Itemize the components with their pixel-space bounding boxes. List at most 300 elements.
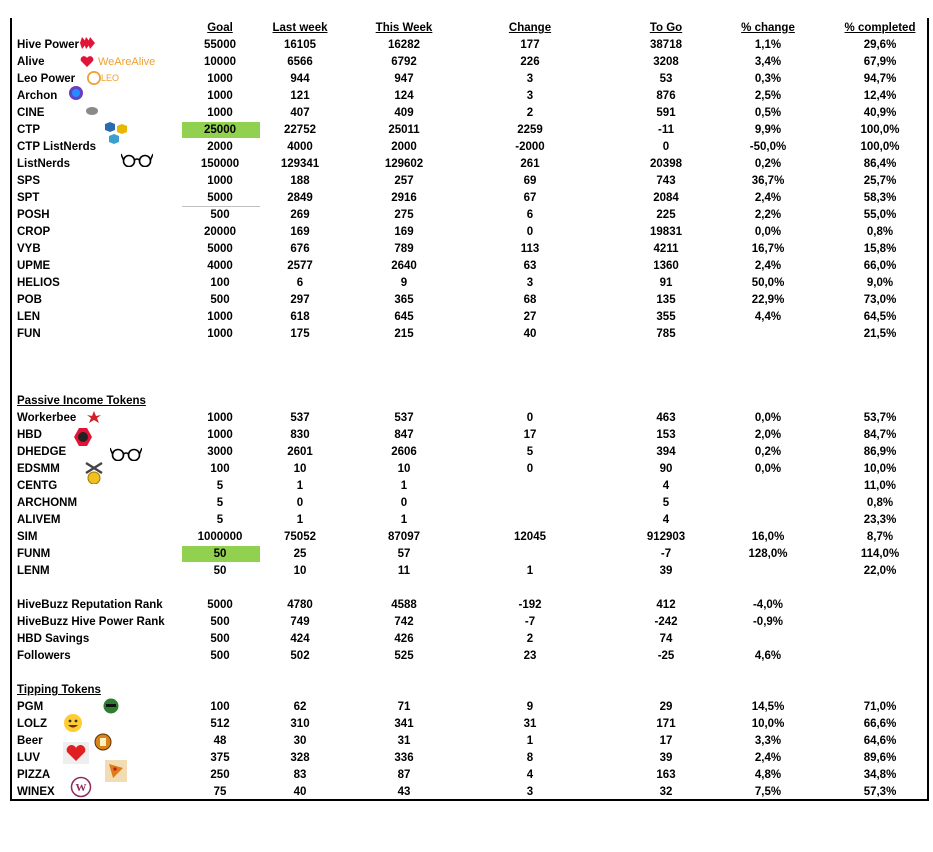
cell-last-week: 618 [290, 311, 310, 323]
cell-percent-completed: 73,0% [863, 294, 897, 306]
cell-change: 177 [520, 39, 540, 51]
cell-this-week: 11 [397, 565, 411, 577]
row-label: Hive Power [17, 39, 79, 51]
cell-this-week: 947 [394, 73, 414, 85]
cell-to-go: 876 [656, 90, 676, 102]
column-header-this-week: This Week [375, 22, 433, 34]
column-header-last-week: Last week [272, 22, 328, 34]
cell-last-week: 4000 [287, 141, 313, 153]
cell-percent-change: 14,5% [751, 701, 785, 713]
cell-percent-change: 10,0% [751, 718, 785, 730]
cell-last-week: 6 [296, 277, 304, 289]
row-label: EDSMM [17, 463, 60, 475]
cell-percent-completed: 71,0% [863, 701, 897, 713]
wearealive-logo [80, 55, 160, 69]
cell-to-go: 20398 [650, 158, 682, 170]
cell-goal: 500 [210, 650, 230, 662]
row-label: CENTG [17, 480, 58, 492]
row-label: FUN [17, 328, 41, 340]
cell-to-go: 91 [659, 277, 673, 289]
cell-change: 6 [526, 209, 534, 221]
row-label: UPME [17, 260, 51, 272]
cell-to-go: 2084 [653, 192, 679, 204]
row-label: ARCHONM [17, 497, 78, 509]
cell-to-go: 17 [659, 735, 673, 747]
row-label: Archon [17, 90, 58, 102]
cell-to-go: 29 [659, 701, 673, 713]
cell-percent-completed: 86,4% [863, 158, 897, 170]
cell-last-week: 2601 [287, 446, 313, 458]
cell-to-go: -11 [658, 124, 674, 136]
cell-percent-change: 2,4% [754, 260, 782, 272]
cell-percent-change: 16,7% [751, 243, 785, 255]
cell-goal: 500 [210, 294, 230, 306]
cell-to-go: 163 [656, 769, 676, 781]
cell-last-week: 10 [293, 463, 307, 475]
glasses-icon [121, 151, 153, 167]
cell-this-week: 57 [397, 548, 411, 560]
wearealive-logo-text: WeAreAlive [98, 56, 156, 68]
cell-border [182, 206, 260, 207]
cell-goal: 1000000 [197, 531, 243, 543]
row-label: PGM [17, 701, 44, 713]
cell-this-week: 2640 [391, 260, 417, 272]
cell-change: 27 [523, 311, 537, 323]
cell-to-go: 355 [656, 311, 676, 323]
cell-percent-change: 36,7% [751, 175, 785, 187]
luv-icon [63, 742, 89, 764]
cell-this-week: 365 [394, 294, 414, 306]
cell-change: 40 [523, 328, 537, 340]
cell-to-go: 74 [659, 633, 673, 645]
cell-change: 2 [526, 107, 534, 119]
cell-to-go: 0 [662, 141, 670, 153]
cell-to-go: 463 [656, 412, 676, 424]
row-label: LUV [17, 752, 40, 764]
cell-percent-change: 2,5% [754, 90, 782, 102]
cell-last-week: 83 [293, 769, 307, 781]
row-label: ListNerds [17, 158, 71, 170]
cell-percent-change: 7,5% [754, 786, 782, 798]
cell-percent-completed: 57,3% [863, 786, 897, 798]
cell-last-week: 169 [290, 226, 310, 238]
cell-percent-change: -50,0% [749, 141, 787, 153]
cell-percent-completed: 23,3% [863, 514, 897, 526]
cell-percent-change: 0,0% [754, 226, 782, 238]
cell-this-week: 257 [394, 175, 414, 187]
cell-percent-change: 4,8% [754, 769, 782, 781]
cell-change: -2000 [515, 141, 545, 153]
cell-goal: 20000 [204, 226, 236, 238]
cell-this-week: 2916 [391, 192, 417, 204]
row-label: CROP [17, 226, 51, 238]
cell-this-week: 789 [394, 243, 414, 255]
cell-percent-completed: 40,9% [863, 107, 897, 119]
cell-percent-change: 4,6% [754, 650, 782, 662]
cell-to-go: 4 [662, 514, 670, 526]
cell-percent-change: 2,4% [754, 752, 782, 764]
ctp-cluster-icon [104, 121, 130, 147]
cell-last-week: 537 [290, 412, 310, 424]
cell-last-week: 40 [293, 786, 307, 798]
cell-goal: 1000 [207, 429, 233, 441]
cell-percent-completed: 15,8% [863, 243, 897, 255]
winex-icon [70, 776, 92, 798]
hive-logo-icon [80, 36, 96, 50]
cell-percent-completed: 34,8% [863, 769, 897, 781]
leo-logo-text: LEO [100, 73, 119, 83]
cell-goal: 500 [210, 633, 230, 645]
cine-icon [86, 106, 98, 116]
cell-to-go: 19831 [650, 226, 682, 238]
cell-percent-completed: 114,0% [860, 548, 900, 560]
cell-last-week: 188 [290, 175, 310, 187]
cell-percent-change: 0,0% [754, 463, 782, 475]
cell-percent-completed: 64,6% [863, 735, 897, 747]
cell-change: 8 [526, 752, 534, 764]
cell-change: 23 [523, 650, 537, 662]
cell-last-week: 6566 [287, 56, 313, 68]
cell-this-week: 124 [394, 90, 414, 102]
cell-change: 69 [523, 175, 537, 187]
row-label: SPT [17, 192, 40, 204]
lolz-icon [63, 713, 83, 733]
cell-percent-completed: 9,0% [866, 277, 894, 289]
cell-goal: 100 [210, 701, 230, 713]
archon-icon [68, 85, 84, 101]
cell-goal: 50 [213, 548, 227, 560]
cell-change: 0 [526, 412, 534, 424]
cell-last-week: 2849 [287, 192, 313, 204]
cell-percent-completed: 12,4% [863, 90, 897, 102]
cell-change: 113 [520, 243, 540, 255]
cell-percent-change: 0,2% [754, 158, 782, 170]
cell-last-week: 2577 [287, 260, 313, 272]
cell-percent-change: 4,4% [754, 311, 782, 323]
cell-change: 68 [523, 294, 537, 306]
cell-percent-change: 50,0% [751, 277, 785, 289]
cell-percent-completed: 53,7% [863, 412, 897, 424]
cell-last-week: 75052 [284, 531, 316, 543]
cell-this-week: 1 [400, 514, 408, 526]
cell-to-go: 591 [656, 107, 676, 119]
cell-percent-completed: 10,0% [863, 463, 897, 475]
cell-last-week: 297 [290, 294, 310, 306]
cell-this-week: 9 [400, 277, 408, 289]
cell-this-week: 847 [394, 429, 414, 441]
cell-percent-change: 128,0% [748, 548, 788, 560]
cell-this-week: 129602 [384, 158, 424, 170]
cell-this-week: 25011 [388, 124, 420, 136]
cell-change: 3 [526, 277, 534, 289]
row-label: CTP ListNerds [17, 141, 97, 153]
cell-goal: 4000 [207, 260, 233, 272]
beer-icon [94, 733, 112, 751]
row-label: PIZZA [17, 769, 51, 781]
cell-to-go: 912903 [646, 531, 686, 543]
row-label: HiveBuzz Hive Power Rank [17, 616, 165, 628]
cell-to-go: 5 [662, 497, 670, 509]
cell-last-week: 407 [290, 107, 310, 119]
cell-change: 2259 [517, 124, 543, 136]
cell-last-week: 16105 [284, 39, 316, 51]
cell-to-go: 38718 [650, 39, 682, 51]
pizza-icon [105, 760, 127, 782]
cell-to-go: 39 [659, 752, 673, 764]
row-label: Alive [17, 56, 45, 68]
cell-goal: 5000 [207, 192, 233, 204]
cell-goal: 1000 [207, 311, 233, 323]
pgm-icon [102, 698, 120, 714]
cell-to-go: 39 [659, 565, 673, 577]
cell-this-week: 1 [400, 480, 408, 492]
cell-to-go: 743 [656, 175, 676, 187]
cell-goal: 500 [210, 616, 230, 628]
cell-this-week: 31 [397, 735, 411, 747]
cell-percent-completed: 64,5% [863, 311, 897, 323]
cell-to-go: 90 [659, 463, 673, 475]
row-label: HiveBuzz Reputation Rank [17, 599, 163, 611]
cell-last-week: 22752 [284, 124, 316, 136]
cell-last-week: 1 [296, 514, 304, 526]
cell-percent-change: -4,0% [752, 599, 784, 611]
cell-change: 9 [526, 701, 534, 713]
row-label: Leo Power [17, 73, 76, 85]
row-label: VYB [17, 243, 41, 255]
cell-change: 2 [526, 633, 534, 645]
cell-goal: 50 [213, 565, 227, 577]
cell-goal: 75 [213, 786, 227, 798]
cell-this-week: 87097 [388, 531, 420, 543]
cell-this-week: 525 [394, 650, 414, 662]
cell-percent-change: 22,9% [751, 294, 785, 306]
spreadsheet [10, 18, 929, 801]
cell-change: 3 [526, 786, 534, 798]
row-label: POSH [17, 209, 50, 221]
cell-percent-completed: 22,0% [863, 565, 897, 577]
cell-this-week: 6792 [391, 56, 417, 68]
cell-percent-change: 2,2% [754, 209, 782, 221]
cell-last-week: 676 [290, 243, 310, 255]
cell-goal: 1000 [207, 73, 233, 85]
cell-goal: 5 [216, 497, 224, 509]
cell-change: 1 [526, 565, 534, 577]
cell-goal: 55000 [204, 39, 236, 51]
cell-to-go: -7 [660, 548, 672, 560]
row-label: HBD Savings [17, 633, 90, 645]
cell-percent-completed: 0,8% [866, 497, 894, 509]
row-label: HBD [17, 429, 42, 441]
cell-last-week: 310 [290, 718, 310, 730]
cell-percent-completed: 89,6% [863, 752, 897, 764]
cell-to-go: -242 [654, 616, 678, 628]
workerbee-icon [86, 410, 102, 424]
cell-percent-completed: 11,0% [864, 480, 896, 492]
cell-change: 3 [526, 73, 534, 85]
cell-percent-change: 0,0% [754, 412, 782, 424]
row-label: POB [17, 294, 42, 306]
cell-percent-completed: 25,7% [863, 175, 897, 187]
cell-percent-change: 2,0% [754, 429, 782, 441]
cell-last-week: 62 [293, 701, 307, 713]
cell-last-week: 749 [290, 616, 310, 628]
cell-goal: 2000 [207, 141, 233, 153]
cell-goal: 1000 [207, 328, 233, 340]
cell-change: 261 [520, 158, 540, 170]
cell-percent-completed: 66,6% [863, 718, 897, 730]
cell-goal: 5 [216, 480, 224, 492]
row-label: LENM [17, 565, 50, 577]
cell-percent-change: 0,3% [754, 73, 782, 85]
column-header-to-go: To Go [649, 22, 683, 34]
row-label: SPS [17, 175, 41, 187]
cell-last-week: 10 [293, 565, 307, 577]
cell-last-week: 0 [296, 497, 304, 509]
cell-this-week: 2000 [391, 141, 417, 153]
cell-to-go: 3208 [653, 56, 679, 68]
cell-percent-completed: 21,5% [863, 328, 897, 340]
row-label: LOLZ [17, 718, 48, 730]
row-label: WINEX [17, 786, 55, 798]
cell-last-week: 1 [296, 480, 304, 492]
cell-change: 3 [526, 90, 534, 102]
cell-percent-change: 2,4% [754, 192, 782, 204]
cell-goal: 1000 [207, 107, 233, 119]
row-label: CINE [17, 107, 45, 119]
cell-change: 0 [526, 463, 534, 475]
cell-percent-change: 1,1% [754, 39, 782, 51]
cell-last-week: 175 [290, 328, 310, 340]
cell-percent-completed: 86,9% [863, 446, 897, 458]
cell-to-go: 53 [659, 73, 673, 85]
cell-to-go: 785 [656, 328, 676, 340]
row-label: ALIVEM [17, 514, 61, 526]
cell-this-week: 409 [394, 107, 414, 119]
cell-goal: 5000 [207, 599, 233, 611]
cell-to-go: -25 [657, 650, 675, 662]
cell-last-week: 30 [293, 735, 307, 747]
cell-this-week: 71 [397, 701, 411, 713]
cell-this-week: 275 [394, 209, 414, 221]
cell-change: 0 [526, 226, 534, 238]
cell-percent-change: 0,2% [754, 446, 782, 458]
cell-goal: 100 [210, 277, 230, 289]
cell-percent-change: -0,9% [752, 616, 784, 628]
cell-change: 63 [523, 260, 537, 272]
section-title: Tipping Tokens [17, 684, 101, 696]
column-header-change: Change [508, 22, 552, 34]
cell-change: 4 [526, 769, 534, 781]
leo-logo [87, 70, 119, 86]
cell-this-week: 4588 [391, 599, 417, 611]
cell-percent-completed: 0,8% [866, 226, 894, 238]
cell-percent-change: 3,3% [754, 735, 782, 747]
cell-to-go: 412 [656, 599, 676, 611]
cell-goal: 5000 [207, 243, 233, 255]
row-label: LEN [17, 311, 40, 323]
hbd-icon [73, 427, 93, 447]
cell-goal: 3000 [207, 446, 233, 458]
dhedge-glasses-icon [110, 445, 142, 461]
cell-change: 5 [526, 446, 534, 458]
cell-to-go: 394 [656, 446, 676, 458]
cell-percent-completed: 58,3% [863, 192, 897, 204]
cell-goal: 100 [210, 463, 230, 475]
cell-goal: 250 [210, 769, 230, 781]
row-label: SIM [17, 531, 38, 543]
row-label: CTP [17, 124, 40, 136]
row-label: Followers [17, 650, 71, 662]
edsmm-icon [84, 460, 104, 484]
cell-change: -7 [524, 616, 536, 628]
cell-change: 17 [523, 429, 537, 441]
cell-percent-completed: 8,7% [866, 531, 894, 543]
cell-change: -192 [518, 599, 542, 611]
cell-goal: 1000 [207, 90, 233, 102]
row-label: FUNM [17, 548, 51, 560]
cell-to-go: 1360 [653, 260, 679, 272]
cell-last-week: 25 [293, 548, 307, 560]
cell-this-week: 537 [394, 412, 414, 424]
svg-text:W: W [75, 782, 87, 794]
cell-this-week: 87 [397, 769, 411, 781]
cell-change: 67 [523, 192, 537, 204]
cell-this-week: 215 [394, 328, 414, 340]
cell-change: 1 [526, 735, 534, 747]
cell-this-week: 426 [394, 633, 414, 645]
row-label: Workerbee [17, 412, 77, 424]
row-label: HELIOS [17, 277, 60, 289]
cell-goal: 48 [213, 735, 227, 747]
cell-goal: 25000 [204, 124, 236, 136]
cell-percent-completed: 67,9% [863, 56, 897, 68]
cell-goal: 375 [210, 752, 230, 764]
cell-percent-completed: 94,7% [863, 73, 897, 85]
cell-this-week: 10 [397, 463, 411, 475]
cell-last-week: 424 [290, 633, 310, 645]
cell-goal: 1000 [207, 412, 233, 424]
cell-percent-completed: 100,0% [860, 124, 900, 136]
row-label: DHEDGE [17, 446, 67, 458]
cell-to-go: 32 [659, 786, 673, 798]
cell-this-week: 645 [394, 311, 414, 323]
cell-percent-change: 0,5% [754, 107, 782, 119]
cell-to-go: 4 [662, 480, 670, 492]
cell-this-week: 336 [394, 752, 414, 764]
cell-this-week: 0 [400, 497, 408, 509]
cell-last-week: 328 [290, 752, 310, 764]
cell-last-week: 4780 [287, 599, 313, 611]
cell-change: 12045 [514, 531, 546, 543]
cell-this-week: 169 [394, 226, 414, 238]
cell-percent-completed: 55,0% [863, 209, 897, 221]
cell-last-week: 269 [290, 209, 310, 221]
cell-this-week: 16282 [388, 39, 420, 51]
cell-last-week: 121 [290, 90, 310, 102]
cell-to-go: 153 [656, 429, 676, 441]
cell-this-week: 341 [394, 718, 414, 730]
cell-change: 31 [523, 718, 537, 730]
row-label: Beer [17, 735, 43, 747]
cell-this-week: 43 [397, 786, 411, 798]
column-header-goal: Goal [207, 22, 233, 34]
cell-goal: 150000 [200, 158, 240, 170]
cell-this-week: 742 [394, 616, 414, 628]
cell-last-week: 502 [290, 650, 310, 662]
cell-to-go: 171 [656, 718, 676, 730]
cell-change: 226 [520, 56, 540, 68]
column-header-percent-change: % change [741, 22, 795, 34]
